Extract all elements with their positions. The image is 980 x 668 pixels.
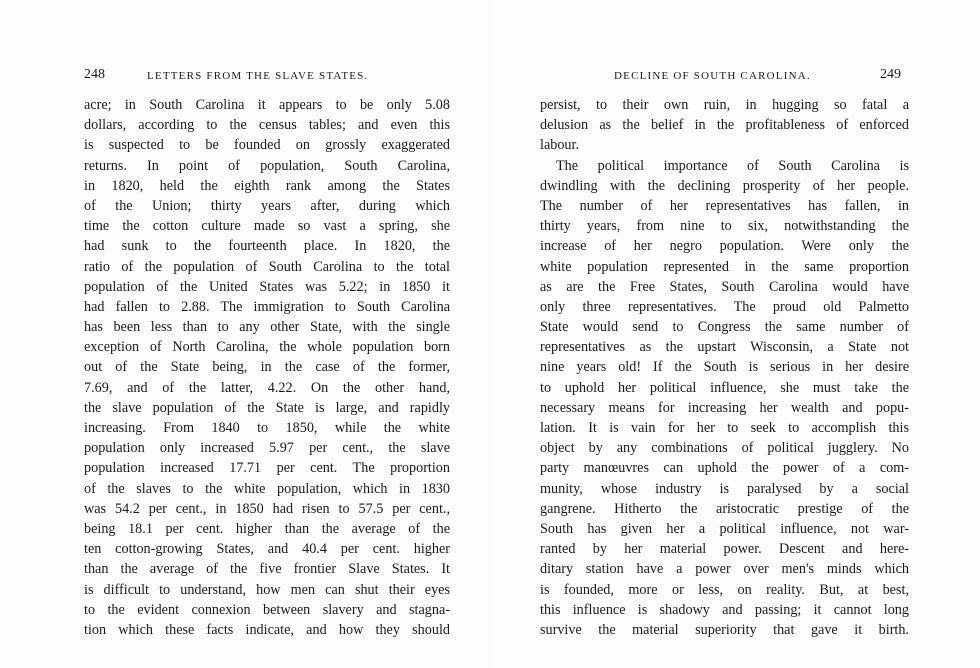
text-line: in 1820, held the eighth rank among the States <box>84 177 450 194</box>
text-line: of the Union; thirty years after, during which <box>84 197 450 214</box>
right-page-text <box>540 95 909 640</box>
text-line: dollars, according to the census tables; and even this <box>84 117 450 134</box>
text-line: acre; in South Carolina it appears to be only 5.08 <box>84 97 450 113</box>
text-line: increasing. From 1840 to 1850, while the white <box>84 420 450 436</box>
text-line: had sunk to the fourteenth place. In 1820, the <box>84 238 450 255</box>
text-line: white population represented in the same proportion <box>540 258 909 275</box>
text-line: was 54.2 per cent., in 1850 had risen to 57.5 per cent., <box>84 500 450 517</box>
text-line: representatives as the upstart Wisconsin, a State not <box>540 339 909 356</box>
text-line: this influence is shadowy and passing; it cannot long <box>540 601 909 618</box>
text-line: returns. In point of population, South Carolina, <box>84 157 450 174</box>
text-line: ratio of the population of South Carolina to the total <box>84 258 450 275</box>
text-line: lation. It is vain for her to seek to accomplish this <box>540 420 909 436</box>
text-line: ten cotton-growing States, and 40.4 per cent. higher <box>84 541 450 558</box>
text-line: to uphold her political influence, she must take the <box>540 379 909 396</box>
text-line: as are the Free States, South Carolina would have <box>540 278 909 295</box>
running-title-left: LETTERS FROM THE SLAVE STATES. <box>147 70 369 82</box>
text-line: gangrene. Hitherto the aristocratic prestige of the <box>540 500 909 517</box>
text-line: tion which these facts indicate, and how they should <box>84 621 450 638</box>
text-line: population of the United States was 5.22; in 1850 it <box>84 278 450 295</box>
text-line: dwindling with the declining prosperity of her people. <box>540 177 909 194</box>
text-line: party manœuvres can uphold the power of a com- <box>540 460 909 477</box>
text-line: population increased 17.71 per cent. The proportion <box>84 460 450 477</box>
left-page-text <box>84 95 450 640</box>
text-line: labour. <box>540 137 580 154</box>
text-line: nine years old! If the South is serious in her desire <box>540 359 909 376</box>
text-line: delusion as the belief in the profitableness of enforced <box>540 117 909 134</box>
text-line: had fallen to 2.88. The immigration to South Carolina <box>84 298 450 315</box>
text-line: ranted by her material power. Descent and here- <box>540 541 909 558</box>
page-number-right: 249 <box>880 67 901 82</box>
text-line: ditary station have a power over men's minds which <box>540 561 909 578</box>
text-line: is founded, more or less, on reality. But, at best, <box>540 581 909 598</box>
text-line: out of the State being, in the case of the former, <box>84 359 450 376</box>
right-page <box>490 0 980 668</box>
text-line: has been less than to any other State, with the single <box>84 319 450 336</box>
text-line: thirty years, from nine to six, notwithstanding the <box>540 218 909 235</box>
page-number-left: 248 <box>84 67 105 82</box>
text-line: State would send to Congress the same number of <box>540 319 909 336</box>
text-line: the slave population of the State is large, and rapidly <box>84 399 450 416</box>
text-line: The number of her representatives has fallen, in <box>540 197 909 214</box>
text-line: only three representatives. The proud old Palmetto <box>540 298 909 315</box>
text-line: than the average of the five frontier Slave States. It <box>84 561 450 578</box>
text-line: being 18.1 per cent. higher than the average of the <box>84 520 450 537</box>
text-line: persist, to their own ruin, in hugging so fatal a <box>540 97 909 113</box>
text-line: exception of North Carolina, the whole population born <box>84 339 450 356</box>
text-line: 7.69, and of the latter, 4.22. On the other hand, <box>84 379 450 396</box>
text-line: population only increased 5.97 per cent., the slave <box>84 440 450 457</box>
text-line: to the evident connexion between slavery and stagna- <box>84 601 450 618</box>
text-line: survive the material superiority that gave it birth. <box>540 621 909 638</box>
text-line: necessary means for increasing her wealth and popu- <box>540 399 909 416</box>
text-line: is difficult to understand, how men can shut their eyes <box>84 581 450 598</box>
text-line: increase of her negro population. Were only the <box>540 238 909 255</box>
text-line: time the cotton culture made so vast a spring, she <box>84 218 450 235</box>
text-line: South has given her a political influence, not war- <box>540 520 909 537</box>
text-line: object by any combinations of political jugglery. No <box>540 440 909 457</box>
text-line: munity, whose industry is paralysed by a social <box>540 480 909 497</box>
running-title-right: DECLINE OF SOUTH CAROLINA. <box>614 70 811 82</box>
text-line: of the slaves to the white population, which in 1830 <box>84 480 450 497</box>
text-line: The political importance of South Carolina is <box>556 157 909 174</box>
text-line: is suspected to be founded on grossly exaggerated <box>84 137 450 154</box>
